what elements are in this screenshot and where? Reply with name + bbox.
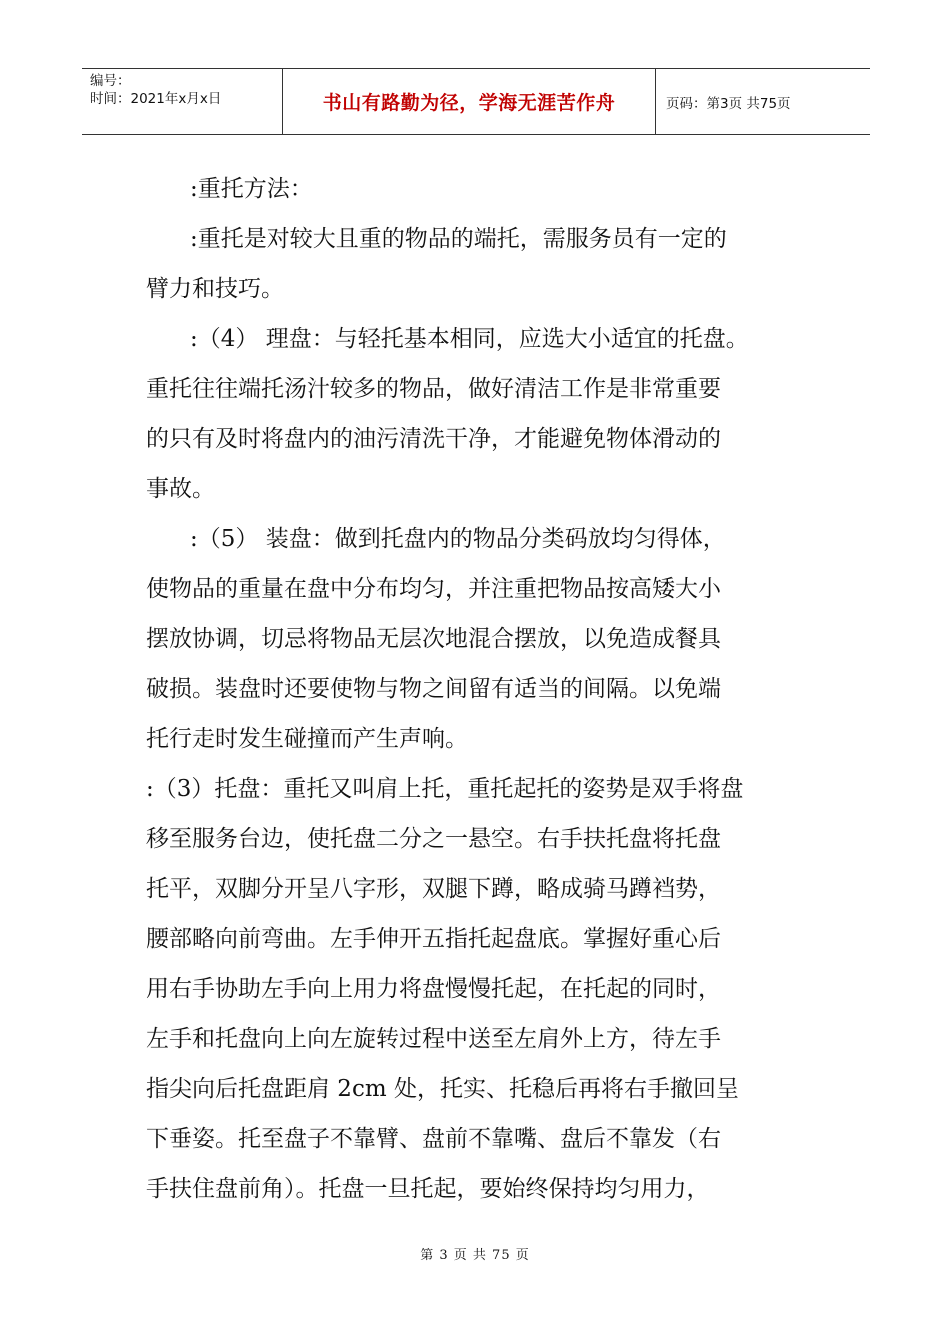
paragraph-line: 托行走时发生碰撞而产生声响。: [146, 726, 468, 752]
paragraph-line: 的只有及时将盘内的油污清洗干净，才能避免物体滑动的: [146, 426, 721, 452]
paragraph-line: :（4） 理盘：与轻托基本相同，应选大小适宜的托盘。: [190, 326, 749, 352]
paragraph-line: :重托是对较大且重的物品的端托，需服务员有一定的: [190, 226, 727, 252]
paragraph-line: :重托方法：: [190, 176, 313, 202]
paragraph-line: :（3）托盘：重托又叫肩上托，重托起托的姿势是双手将盘: [146, 776, 744, 802]
paragraph-line: 臂力和技巧。: [146, 276, 284, 302]
paragraph-line: 下垂姿。托至盘子不靠臂、盘前不靠嘴、盘后不靠发（右: [146, 1126, 721, 1152]
paragraph-line: 指尖向后托盘距肩 2cm 处，托实、托稳后再将右手撤回呈: [146, 1076, 739, 1102]
document-body: [146, 164, 806, 1214]
paragraph-line: 破损。装盘时还要使物与物之间留有适当的间隔。以免端: [146, 676, 721, 702]
paragraph-line: :（5） 装盘：做到托盘内的物品分类码放均匀得体，: [190, 526, 726, 552]
paragraph-line: 移至服务台边，使托盘二分之一悬空。右手扶托盘将托盘: [146, 826, 721, 852]
paragraph-line: 腰部略向前弯曲。左手伸开五指托起盘底。掌握好重心后: [146, 926, 721, 952]
header-page-info: 页码：第3页 共75页: [666, 95, 791, 112]
paragraph-line: 使物品的重量在盘中分布均匀，并注重把物品按高矮大小: [146, 576, 721, 602]
paragraph-line: 摆放协调，切忌将物品无层次地混合摆放，以免造成餐具: [146, 626, 721, 652]
header-motto: 书山有路勤为径，学海无涯苦作舟: [283, 69, 656, 134]
paragraph-line: 事故。: [146, 476, 215, 502]
paragraph-line: 重托往往端托汤汁较多的物品，做好清洁工作是非常重要: [146, 376, 721, 402]
paragraph-line: 托平，双脚分开呈八字形，双腿下蹲，略成骑马蹲裆势，: [146, 876, 721, 902]
page-footer: 第 3 页 共 75 页: [420, 1248, 530, 1263]
doc-date: 时间：2021年x月x日: [90, 91, 222, 107]
doc-number-label: 编号：: [90, 73, 131, 89]
paragraph-line: 左手和托盘向上向左旋转过程中送至左肩外上方，待左手: [146, 1026, 721, 1052]
page-header: [82, 68, 870, 135]
paragraph-line: 用右手协助左手向上用力将盘慢慢托起，在托起的同时，: [146, 976, 721, 1002]
paragraph-line: 手扶住盘前角）。托盘一旦托起，要始终保持均匀用力，: [146, 1176, 710, 1202]
header-meta: [82, 69, 283, 134]
